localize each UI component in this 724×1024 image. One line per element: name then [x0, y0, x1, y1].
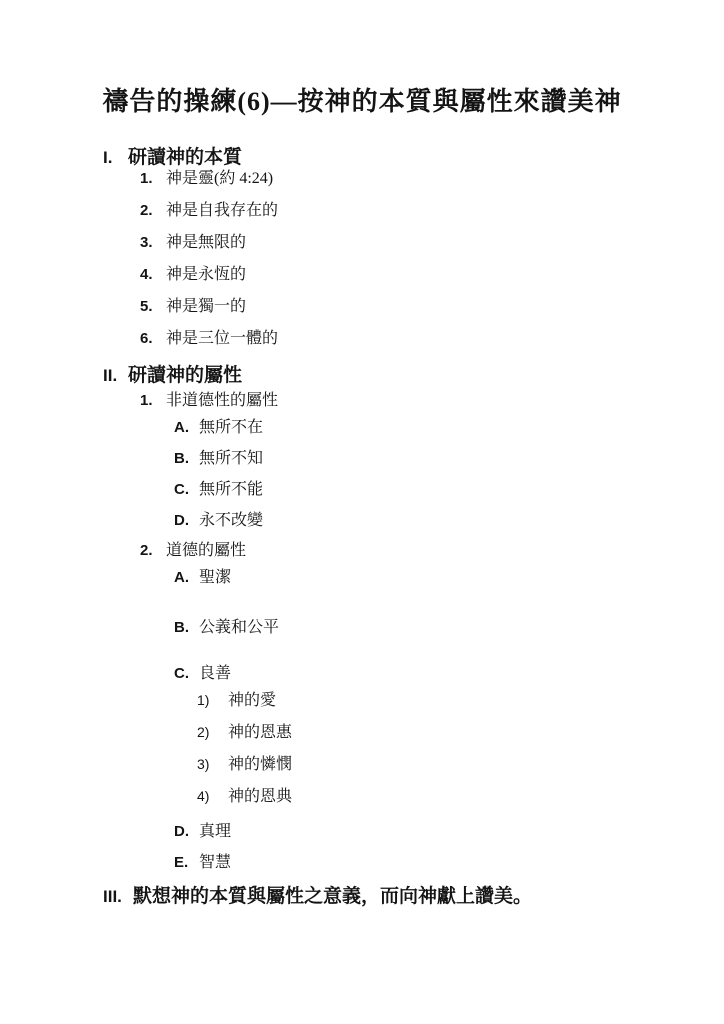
section-heading-text: 默想神的本質與屬性之意義，而向神獻上讚美。	[133, 886, 533, 907]
list-item	[174, 619, 684, 636]
list-subitem	[197, 788, 684, 805]
item-text: 永不改變	[199, 512, 264, 529]
item-marker: 1.	[140, 170, 153, 187]
item-text: 良善	[199, 665, 232, 682]
section-heading-text: 研讀神的本質	[128, 147, 243, 168]
list-item	[174, 665, 684, 682]
item-text: 智慧	[199, 854, 232, 871]
item-text: 公義和公平	[199, 619, 280, 636]
item-text: 道德的屬性	[166, 542, 247, 559]
list-item	[174, 419, 684, 436]
item-marker: D.	[174, 512, 189, 529]
item-marker: C.	[174, 481, 189, 498]
section-heading-text: 研讀神的屬性	[128, 365, 243, 386]
item-text: 真理	[199, 823, 232, 840]
item-marker: C.	[174, 665, 189, 682]
item-marker: A.	[174, 569, 189, 586]
item-marker: 6.	[140, 330, 153, 347]
item-text: 神是永恆的	[166, 266, 247, 283]
section-heading-1	[103, 147, 684, 169]
item-marker: 2)	[197, 724, 210, 740]
list-subitem	[197, 756, 684, 773]
item-marker: E.	[174, 854, 189, 871]
item-marker: A.	[174, 419, 189, 436]
section-marker: III.	[103, 887, 122, 906]
list-item	[140, 202, 684, 219]
list-item	[140, 234, 684, 251]
item-text: 神的憐憫	[228, 756, 293, 773]
item-marker: 1.	[140, 392, 153, 409]
list-item	[174, 854, 684, 871]
list-item	[140, 330, 684, 347]
document-title: 禱告的操練(6)—按神的本質與屬性來讚美神	[102, 87, 622, 116]
item-marker: D.	[174, 823, 189, 840]
item-marker: 1)	[197, 692, 210, 708]
item-text: 無所不能	[199, 481, 264, 498]
item-marker: 4)	[197, 788, 210, 804]
list-item	[140, 298, 684, 315]
item-text: 無所不知	[199, 450, 264, 467]
list-item	[140, 266, 684, 283]
item-marker: B.	[174, 619, 189, 636]
list-subitem	[197, 724, 684, 741]
item-text: 神是三位一體的	[166, 330, 279, 347]
item-text: 非道德性的屬性	[166, 392, 279, 409]
list-item	[174, 569, 684, 586]
item-marker: 3.	[140, 234, 153, 251]
item-text: 神是自我存在的	[166, 202, 279, 219]
group-heading	[140, 542, 684, 559]
item-text: 神的愛	[228, 692, 277, 709]
item-marker: 5.	[140, 298, 153, 315]
list-item	[174, 823, 684, 840]
section-marker: II.	[103, 366, 118, 385]
list-item	[174, 481, 684, 498]
group-heading	[140, 392, 684, 409]
list-subitem	[197, 692, 684, 709]
item-text: 神的恩典	[228, 788, 293, 805]
document-body	[0, 147, 724, 908]
list-item	[174, 512, 684, 529]
item-text: 神是無限的	[166, 234, 247, 251]
section-marker: I.	[103, 148, 113, 167]
item-text: 聖潔	[199, 569, 232, 586]
section-heading-3	[103, 886, 684, 908]
item-text: 神的恩惠	[228, 724, 293, 741]
item-marker: 2.	[140, 542, 153, 559]
list-item	[174, 450, 684, 467]
item-marker: B.	[174, 450, 189, 467]
item-marker: 4.	[140, 266, 153, 283]
item-marker: 3)	[197, 756, 210, 772]
section-heading-2	[103, 365, 684, 387]
item-text: 神是靈(約 4:24)	[166, 170, 274, 187]
list-item	[140, 170, 684, 187]
item-marker: 2.	[140, 202, 153, 219]
item-text: 神是獨一的	[166, 298, 247, 315]
item-text: 無所不在	[199, 419, 264, 436]
